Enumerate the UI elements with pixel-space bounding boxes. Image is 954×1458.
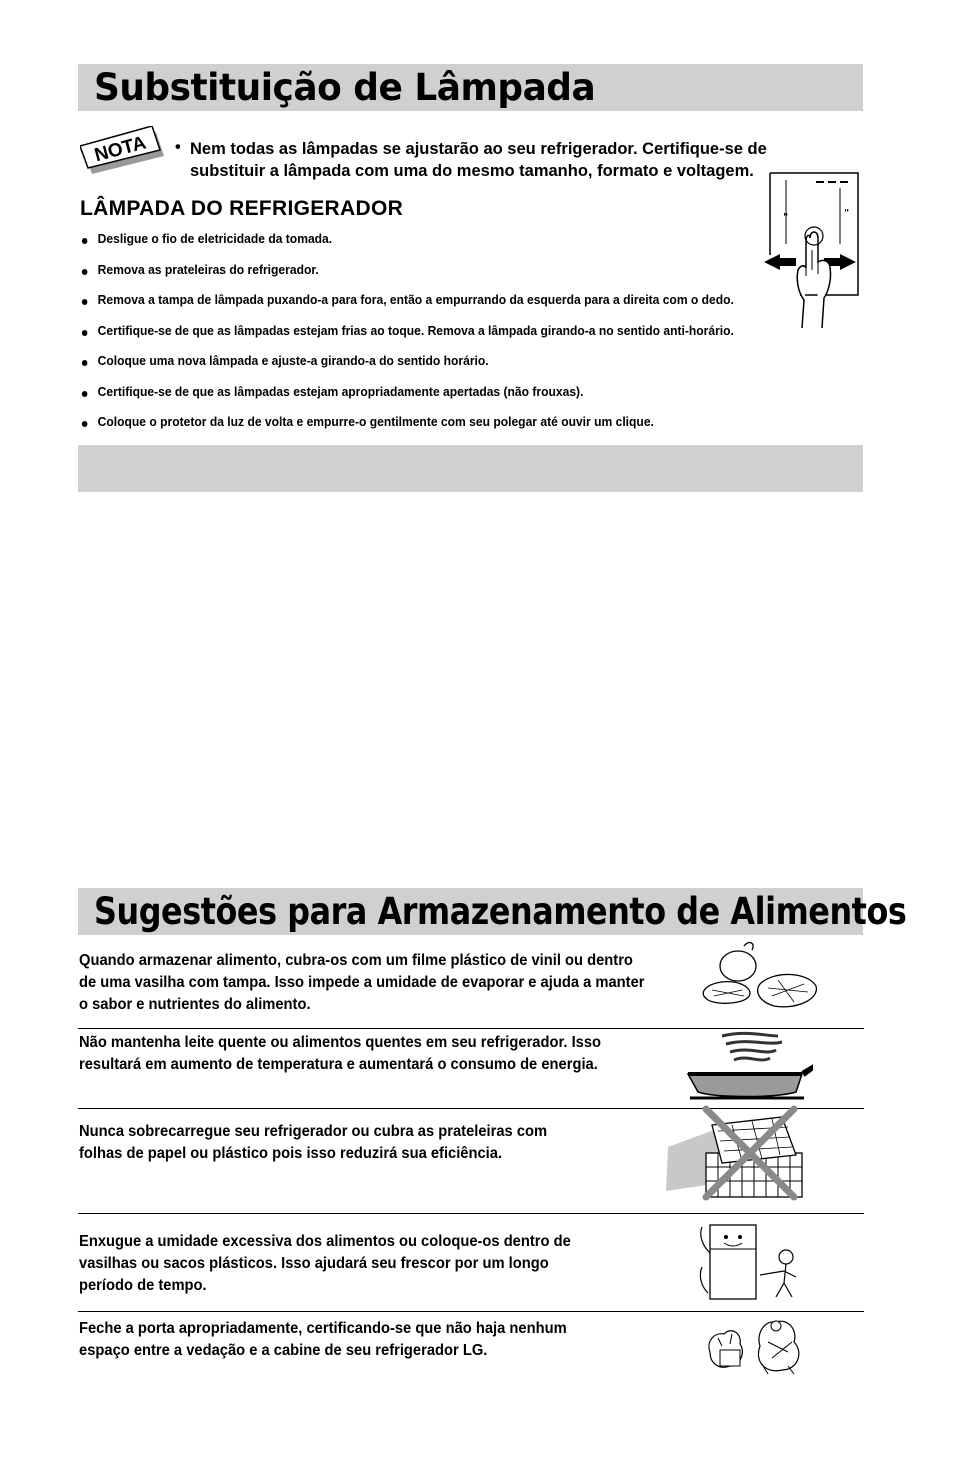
list-item: Desligue o fio de eletricidade da tomada. <box>80 230 722 261</box>
svg-text:": " <box>844 208 850 219</box>
tip-text: Não mantenha leite quente ou alimentos quentes em seu refrigerador. Isso resultará em aumento de temperatura e aumentará o consumo de energia. <box>79 1034 602 1073</box>
fridge-characters-icon <box>696 1217 802 1303</box>
section-header-lamp <box>78 64 863 111</box>
list-item: Certifique-se de que as lâmpadas estejam apropriadamente apertadas (não frouxas). <box>80 383 722 414</box>
tip-text: Enxugue a umidade excessiva dos alimentos ou coloque-os dentro de vasilhas ou sacos plásticos. Isso ajudará seu frescor por um longo período de tempo. <box>79 1233 571 1294</box>
section-header-food-storage <box>78 888 907 935</box>
list-item: Remova a tampa de lâmpada puxando-a para fora, então a empurrando da esquerda para a direita com o dedo. <box>80 291 722 322</box>
tip-text: Quando armazenar alimento, cubra-os com um filme plástico de vinil ou dentro de uma vasilha com tampa. Isso impede a umidade de evaporar e ajuda a manter o sabor e nutrientes do alimento. <box>79 952 645 1013</box>
hot-pan-icon <box>686 1030 816 1104</box>
divider <box>78 1213 864 1214</box>
svg-text:": " <box>783 212 789 223</box>
nota-label: NOTA <box>92 132 149 167</box>
wrapped-food-icon <box>698 940 823 1020</box>
section-title-lamp: Substituição de Lâmpada <box>94 66 596 109</box>
list-item: Coloque o protetor da luz de volta e empurre-o gentilmente com seu polegar até ouvir um clique. <box>80 413 722 444</box>
note-text: Nem todas as lâmpadas se ajustarão ao seu refrigerador. Certifique-se de substituir a lâmpada com uma do mesmo tamanho, formato e voltagem. <box>190 140 767 180</box>
list-item: Remova as prateleiras do refrigerador. <box>80 261 722 292</box>
section-title-food-storage: Sugestões para Armazenamento de Alimentos <box>94 890 907 933</box>
note-bullet: • <box>175 138 181 156</box>
empty-band <box>78 445 863 492</box>
sealing-characters-icon <box>702 1312 812 1376</box>
subheading-refrigerator-lamp: LÂMPADA DO REFRIGERADOR <box>80 197 404 220</box>
tip-text: Nunca sobrecarregue seu refrigerador ou cubra as prateleiras com folhas de papel ou plástico pois isso reduzirá sua eficiência. <box>79 1123 548 1162</box>
tip-text: Feche a porta apropriadamente, certificando-se que não haja nenhum espaço entre a vedação e a cabine de seu refrigerador LG. <box>79 1320 567 1359</box>
divider <box>78 1028 864 1029</box>
lamp-cover-illustration-icon <box>760 170 860 328</box>
overloaded-shelf-icon <box>662 1105 814 1201</box>
list-item: Coloque uma nova lâmpada e ajuste-a girando-a do sentido horário. <box>80 352 722 383</box>
lamp-steps-list <box>80 230 770 444</box>
list-item: Certifique-se de que as lâmpadas estejam frias ao toque. Remova a lâmpada girando-a no sentido anti-horário. <box>80 322 722 353</box>
nota-stamp-icon <box>80 126 166 174</box>
